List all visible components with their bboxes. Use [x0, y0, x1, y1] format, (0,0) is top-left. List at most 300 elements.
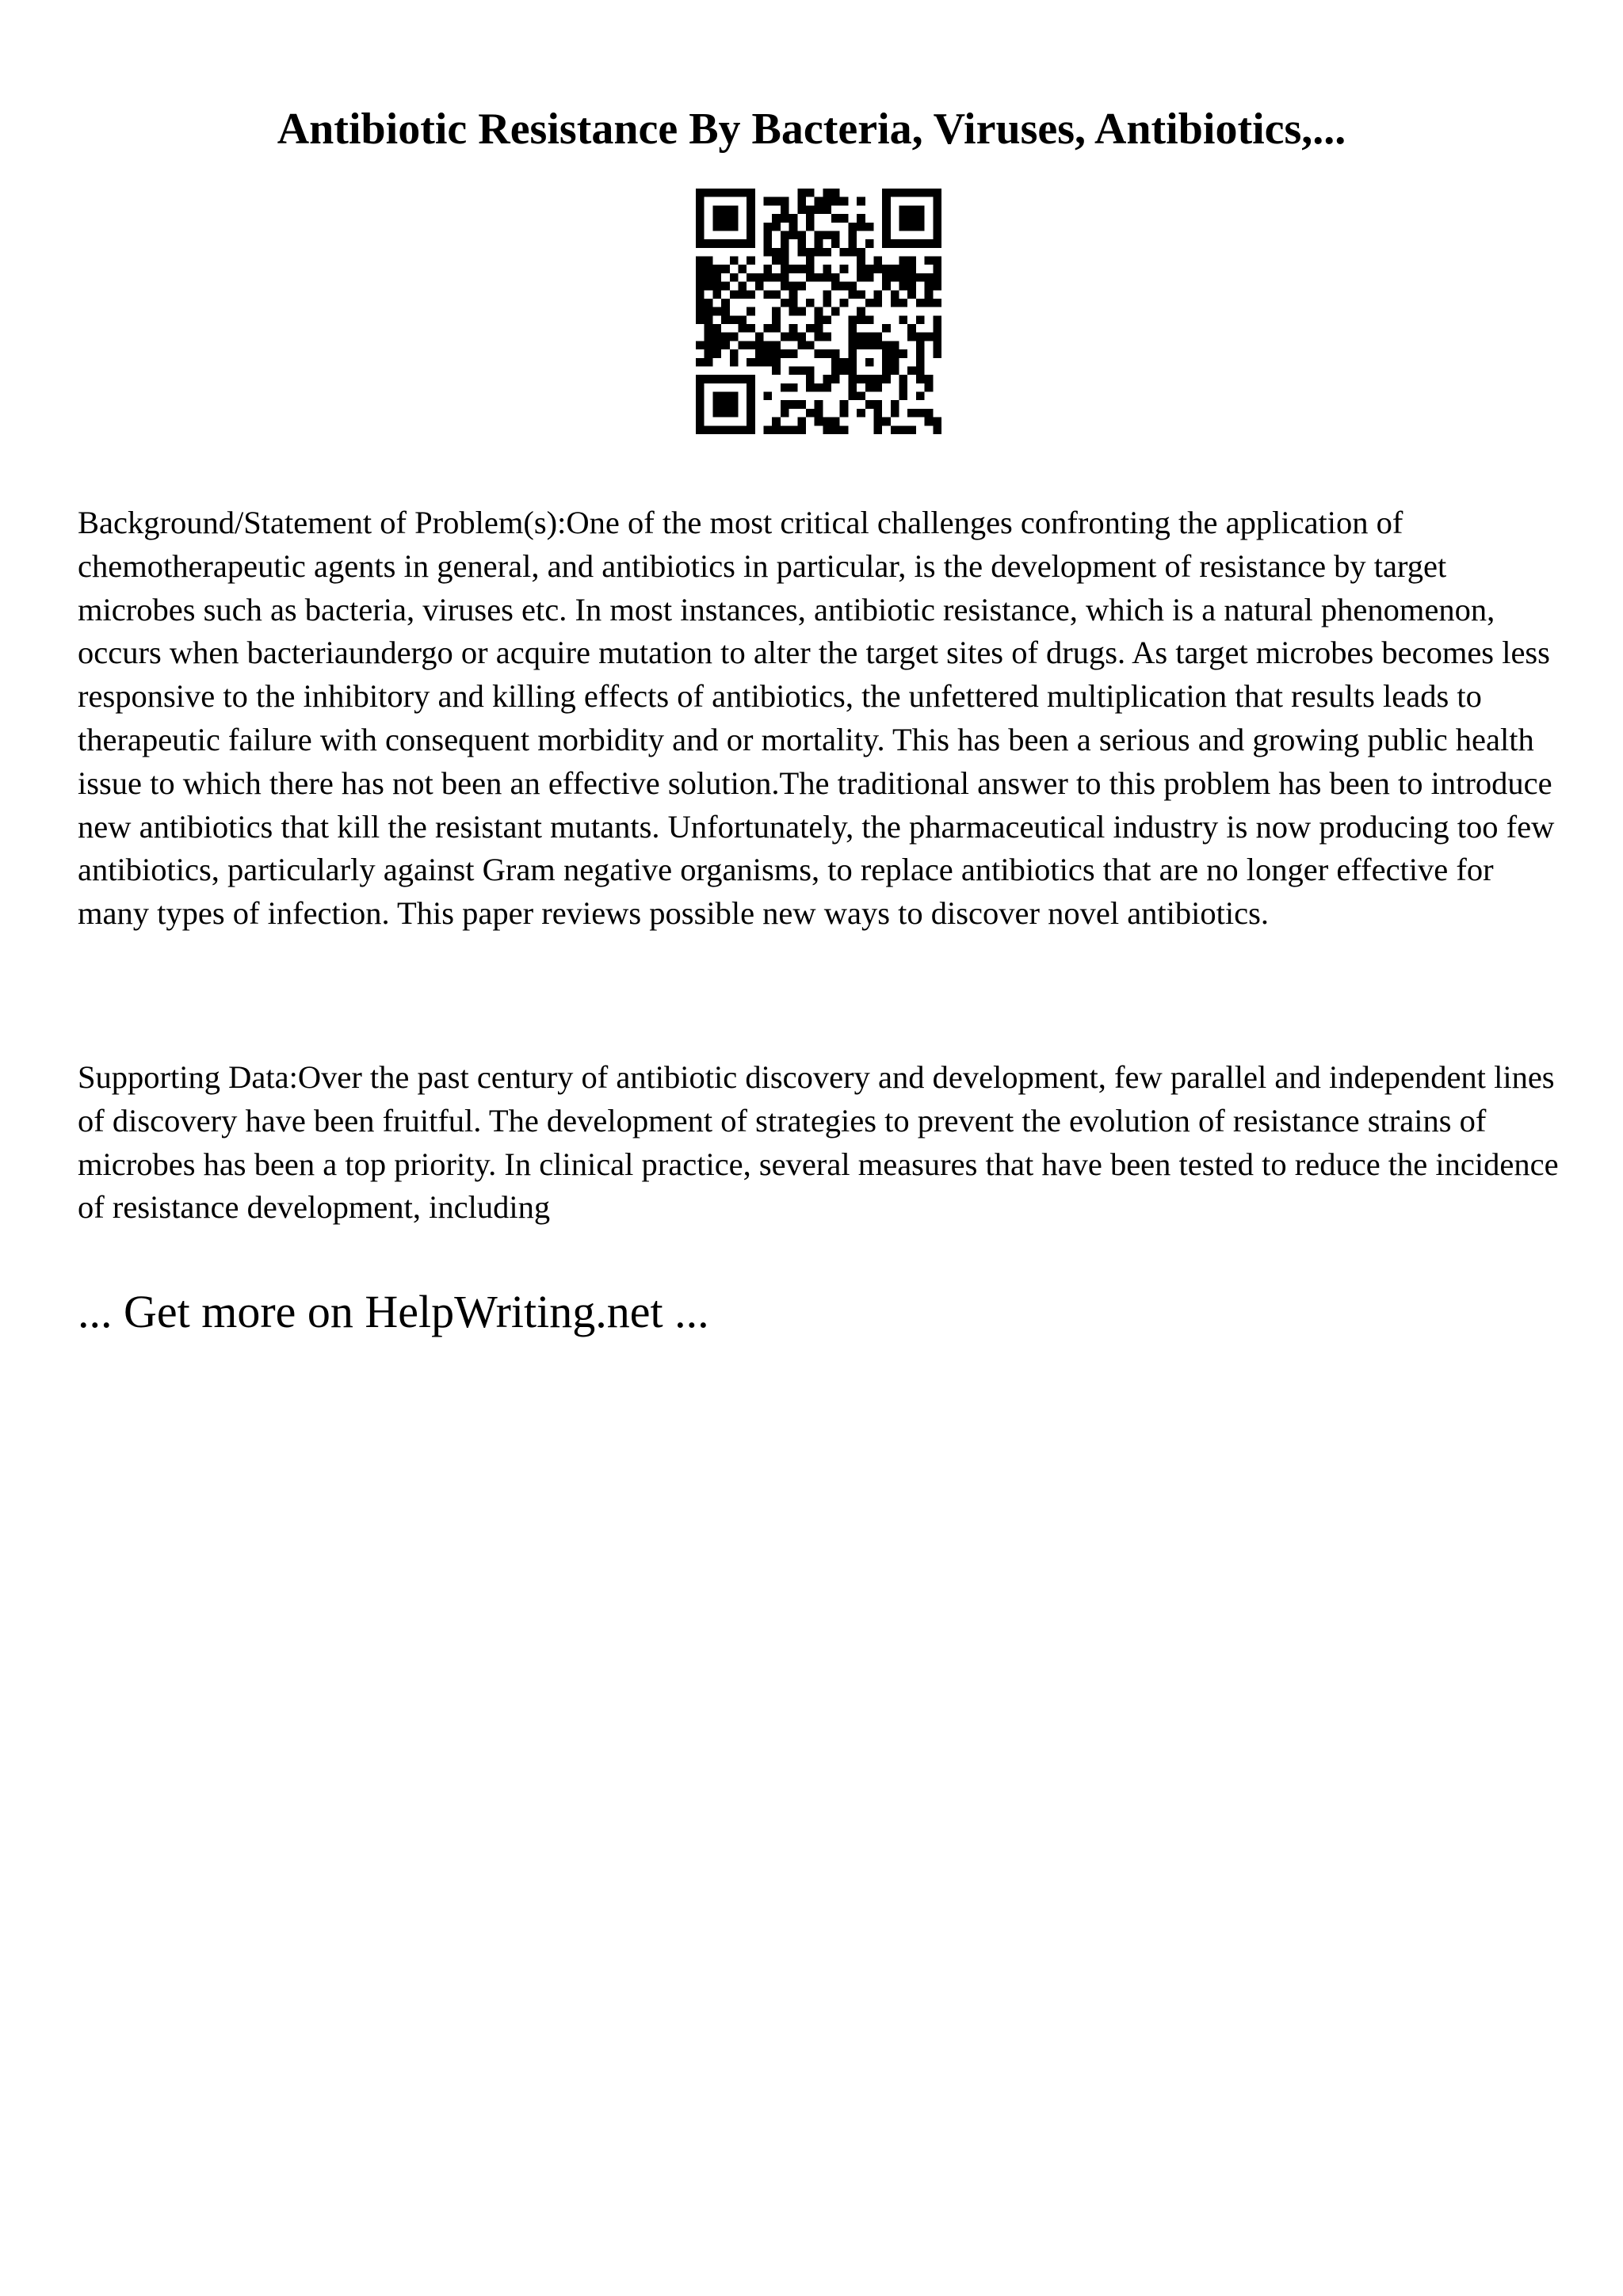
- qr-module: [738, 341, 747, 349]
- qr-module: [840, 299, 849, 307]
- qr-module: [865, 239, 874, 248]
- qr-module: [721, 205, 730, 214]
- qr-module: [747, 231, 755, 239]
- qr-module: [755, 349, 764, 358]
- qr-module: [721, 307, 730, 316]
- qr-module: [721, 189, 730, 197]
- qr-module: [730, 425, 739, 434]
- qr-module: [933, 349, 941, 358]
- qr-module: [789, 307, 798, 316]
- qr-module: [899, 239, 908, 248]
- qr-module: [907, 189, 916, 197]
- qr-module: [865, 273, 874, 282]
- qr-module: [831, 214, 840, 223]
- qr-module: [747, 273, 755, 282]
- qr-module: [933, 205, 941, 214]
- qr-module: [891, 349, 899, 358]
- qr-module: [721, 409, 730, 418]
- qr-module: [747, 223, 755, 231]
- qr-module: [831, 366, 840, 375]
- qr-module: [891, 425, 899, 434]
- qr-module: [789, 231, 798, 239]
- qr-module: [764, 273, 773, 282]
- qr-module: [764, 425, 773, 434]
- qr-module: [705, 282, 713, 291]
- qr-module: [806, 205, 815, 214]
- qr-module: [899, 223, 908, 231]
- qr-module: [806, 409, 815, 418]
- qr-module: [899, 392, 908, 401]
- qr-module: [738, 425, 747, 434]
- qr-module: [933, 324, 941, 333]
- qr-module: [857, 248, 865, 257]
- qr-module: [712, 333, 721, 341]
- qr-module: [696, 265, 705, 273]
- qr-module: [840, 197, 849, 206]
- qr-module: [764, 239, 773, 248]
- qr-module: [797, 418, 806, 426]
- qr-module: [815, 307, 823, 316]
- qr-module: [815, 248, 823, 257]
- qr-module: [823, 349, 831, 358]
- supporting-data-paragraph: Supporting Data:Over the past century of antibiotic discovery and development, few parallel and independent lines of discovery have been fruitful. The development of strategies to prevent the evolution of resistance strains of microbes has been a top priority. In clinical practice, several measures that have been tested to reduce the incidence of resistance development, including: [78, 1059, 1559, 1226]
- qr-module: [730, 392, 739, 401]
- qr-module: [865, 299, 874, 307]
- qr-module: [848, 341, 857, 349]
- qr-module: [857, 375, 865, 383]
- qr-module: [764, 223, 773, 231]
- qr-module: [857, 265, 865, 273]
- qr-module: [730, 257, 739, 265]
- qr-module: [730, 239, 739, 248]
- qr-module: [882, 214, 891, 223]
- qr-module: [831, 231, 840, 239]
- qr-module: [857, 290, 865, 299]
- qr-module: [815, 197, 823, 206]
- qr-module: [823, 290, 831, 299]
- qr-module: [696, 189, 705, 197]
- qr-module: [882, 282, 891, 291]
- qr-module: [907, 425, 916, 434]
- qr-module: [806, 366, 815, 375]
- qr-module: [882, 273, 891, 282]
- qr-module: [705, 375, 713, 383]
- qr-module: [712, 375, 721, 383]
- qr-module: [781, 265, 789, 273]
- qr-module: [781, 409, 789, 418]
- qr-module: [815, 231, 823, 239]
- qr-module: [781, 299, 789, 307]
- qr-module: [772, 418, 781, 426]
- qr-module: [891, 239, 899, 248]
- qr-module: [764, 197, 773, 206]
- qr-module: [806, 257, 815, 265]
- qr-module: [797, 282, 806, 291]
- qr-module: [806, 383, 815, 392]
- qr-module: [789, 223, 798, 231]
- qr-module: [712, 273, 721, 282]
- qr-module: [815, 273, 823, 282]
- qr-module: [848, 290, 857, 299]
- qr-code-icon[interactable]: [696, 189, 941, 434]
- qr-module: [873, 341, 882, 349]
- qr-module: [764, 265, 773, 273]
- qr-module: [907, 214, 916, 223]
- qr-module: [873, 425, 882, 434]
- qr-module: [916, 273, 925, 282]
- qr-module: [738, 324, 747, 333]
- qr-module: [933, 282, 941, 291]
- qr-module: [755, 273, 764, 282]
- qr-module: [730, 358, 739, 367]
- qr-module: [781, 282, 789, 291]
- qr-module: [925, 299, 934, 307]
- qr-module: [721, 315, 730, 324]
- qr-module: [823, 189, 831, 197]
- qr-module: [916, 214, 925, 223]
- qr-module: [848, 231, 857, 239]
- qr-module: [730, 205, 739, 214]
- qr-module: [907, 366, 916, 375]
- qr-module: [848, 333, 857, 341]
- qr-module: [848, 248, 857, 257]
- qr-module: [696, 425, 705, 434]
- qr-module: [815, 239, 823, 248]
- qr-module: [823, 425, 831, 434]
- qr-module: [806, 265, 815, 273]
- qr-module: [848, 349, 857, 358]
- qr-module: [933, 257, 941, 265]
- qr-module: [815, 383, 823, 392]
- qr-module: [865, 358, 874, 367]
- qr-module: [891, 189, 899, 197]
- qr-module: [815, 333, 823, 341]
- qr-module: [907, 333, 916, 341]
- qr-module: [899, 383, 908, 392]
- qr-module: [696, 239, 705, 248]
- qr-module: [721, 375, 730, 383]
- qr-module: [712, 290, 721, 299]
- qr-module: [925, 418, 934, 426]
- qr-module: [823, 299, 831, 307]
- qr-module: [815, 400, 823, 409]
- qr-module: [705, 333, 713, 341]
- qr-module: [925, 239, 934, 248]
- qr-module: [696, 418, 705, 426]
- qr-module: [916, 333, 925, 341]
- qr-module: [747, 400, 755, 409]
- qr-module: [738, 282, 747, 291]
- qr-module: [772, 214, 781, 223]
- qr-module: [882, 239, 891, 248]
- qr-module: [865, 375, 874, 383]
- qr-module: [882, 358, 891, 367]
- qr-module: [696, 290, 705, 299]
- qr-module: [789, 290, 798, 299]
- qr-module: [696, 197, 705, 206]
- qr-module: [933, 341, 941, 349]
- qr-module: [916, 299, 925, 307]
- qr-module: [705, 307, 713, 316]
- qr-module: [747, 214, 755, 223]
- qr-module: [806, 248, 815, 257]
- qr-module: [747, 375, 755, 383]
- qr-module: [696, 315, 705, 324]
- qr-module: [840, 248, 849, 257]
- qr-module: [712, 214, 721, 223]
- qr-module: [823, 418, 831, 426]
- qr-module: [772, 248, 781, 257]
- qr-module: [848, 315, 857, 324]
- qr-module: [781, 248, 789, 257]
- qr-module: [848, 282, 857, 291]
- qr-module: [823, 205, 831, 214]
- qr-module: [815, 205, 823, 214]
- qr-module: [891, 290, 899, 299]
- qr-module: [831, 282, 840, 291]
- qr-module: [747, 392, 755, 401]
- qr-module: [772, 307, 781, 316]
- qr-module: [747, 409, 755, 418]
- qr-module: [789, 324, 798, 333]
- qr-module: [797, 239, 806, 248]
- qr-module: [891, 400, 899, 409]
- qr-module: [730, 400, 739, 409]
- qr-module: [848, 324, 857, 333]
- qr-module: [823, 273, 831, 282]
- qr-module: [712, 265, 721, 273]
- qr-module: [865, 265, 874, 273]
- qr-module: [747, 205, 755, 214]
- qr-module: [772, 358, 781, 367]
- qr-module: [712, 282, 721, 291]
- qr-module: [873, 375, 882, 383]
- qr-module: [806, 375, 815, 383]
- qr-module: [933, 239, 941, 248]
- qr-module: [899, 349, 908, 358]
- qr-module: [789, 265, 798, 273]
- qr-module: [899, 273, 908, 282]
- qr-module: [712, 425, 721, 434]
- qr-module: [823, 315, 831, 324]
- qr-module: [712, 223, 721, 231]
- qr-module: [764, 358, 773, 367]
- qr-module: [823, 248, 831, 257]
- background-paragraph: Background/Statement of Problem(s):One of the most critical challenges confronting the application of chemotherapeutic agents in general, and antibiotics in particular, is the development of resistance by target microbes such as bacteria, viruses etc. In most instances, antibiotic resistance, which is a natural phenomenon, occurs when bacteriaundergo or acquire mutation to alter the target sites of drugs. As target microbes becomes less responsive to the inhibitory and killing effects of antibiotics, the unfettered multiplication that results leads to therapeutic failure with consequent morbidity and or mortality. This has been a serious and growing public health issue to which there has not been an effective solution.The traditional answer to this problem has been to introduce new antibiotics that kill the resistant mutants. Unfortunately, the pharmaceutical industry is now producing too few antibiotics, particularly against Gram negative organisms, to replace antibiotics that are no longer effective for many types of infection. This paper reviews possible new ways to discover novel antibiotics.: [78, 505, 1555, 932]
- qr-module: [696, 341, 705, 349]
- qr-module: [781, 333, 789, 341]
- qr-module: [721, 400, 730, 409]
- qr-module: [933, 197, 941, 206]
- qr-module: [764, 231, 773, 239]
- qr-module: [705, 315, 713, 324]
- qr-module: [738, 290, 747, 299]
- qr-module: [738, 239, 747, 248]
- qr-module: [781, 273, 789, 282]
- qr-module: [933, 214, 941, 223]
- qr-module: [831, 273, 840, 282]
- qr-module: [873, 383, 882, 392]
- qr-module: [772, 273, 781, 282]
- qr-module: [738, 189, 747, 197]
- qr-module: [781, 214, 789, 223]
- qr-module: [916, 358, 925, 367]
- qr-module: [823, 383, 831, 392]
- qr-module: [789, 383, 798, 392]
- qr-module: [831, 349, 840, 358]
- qr-module: [747, 189, 755, 197]
- qr-module: [865, 333, 874, 341]
- qr-module: [789, 366, 798, 375]
- qr-module: [907, 257, 916, 265]
- qr-module: [797, 205, 806, 214]
- qr-module: [772, 290, 781, 299]
- qr-module: [806, 299, 815, 307]
- qr-module: [705, 358, 713, 367]
- qr-module: [747, 307, 755, 316]
- qr-module: [916, 349, 925, 358]
- qr-module: [705, 349, 713, 358]
- qr-module: [696, 358, 705, 367]
- qr-module: [882, 205, 891, 214]
- qr-module: [899, 282, 908, 291]
- qr-module: [933, 189, 941, 197]
- qr-module: [933, 333, 941, 341]
- qr-module: [755, 282, 764, 291]
- qr-module: [857, 214, 865, 223]
- qr-module: [747, 418, 755, 426]
- qr-module: [764, 248, 773, 257]
- qr-module: [831, 358, 840, 367]
- qr-module: [705, 257, 713, 265]
- qr-module: [823, 265, 831, 273]
- qr-module: [747, 197, 755, 206]
- qr-module: [857, 392, 865, 401]
- qr-module: [755, 333, 764, 341]
- get-more-link[interactable]: ... Get more on HelpWriting.net ...: [78, 1286, 709, 1337]
- qr-module: [705, 189, 713, 197]
- qr-module: [705, 341, 713, 349]
- qr-module: [891, 366, 899, 375]
- qr-module: [865, 341, 874, 349]
- qr-module: [933, 315, 941, 324]
- qr-module: [857, 341, 865, 349]
- qr-module: [857, 409, 865, 418]
- qr-module: [772, 425, 781, 434]
- qr-module: [696, 257, 705, 265]
- qr-module: [815, 349, 823, 358]
- qr-module: [882, 265, 891, 273]
- qr-module: [738, 375, 747, 383]
- qr-module: [764, 392, 773, 401]
- qr-module: [789, 349, 798, 358]
- qr-module: [705, 273, 713, 282]
- qr-module: [899, 205, 908, 214]
- qr-module: [712, 392, 721, 401]
- document-title: Antibiotic Resistance By Bacteria, Viruses, Antibiotics,...: [277, 105, 1346, 154]
- qr-module: [772, 324, 781, 333]
- qr-module: [797, 231, 806, 239]
- qr-module: [730, 290, 739, 299]
- qr-module: [696, 409, 705, 418]
- qr-module: [730, 375, 739, 383]
- qr-module: [925, 273, 934, 282]
- qr-module: [781, 383, 789, 392]
- qr-module: [882, 366, 891, 375]
- qr-module: [772, 197, 781, 206]
- qr-module: [848, 358, 857, 367]
- qr-module: [738, 265, 747, 273]
- qr-module: [916, 223, 925, 231]
- qr-module: [747, 290, 755, 299]
- qr-module: [907, 205, 916, 214]
- qr-module: [696, 299, 705, 307]
- qr-module: [705, 425, 713, 434]
- qr-module: [764, 349, 773, 358]
- qr-module: [882, 231, 891, 239]
- qr-module: [797, 189, 806, 197]
- qr-module: [696, 214, 705, 223]
- qr-module: [721, 341, 730, 349]
- qr-module: [933, 265, 941, 273]
- qr-module: [891, 273, 899, 282]
- qr-module: [712, 400, 721, 409]
- qr-module: [882, 197, 891, 206]
- qr-module: [696, 205, 705, 214]
- qr-module: [747, 358, 755, 367]
- qr-module: [696, 223, 705, 231]
- qr-module: [772, 315, 781, 324]
- qr-module: [747, 341, 755, 349]
- qr-module: [730, 409, 739, 418]
- qr-module: [797, 341, 806, 349]
- qr-module: [899, 425, 908, 434]
- qr-module: [873, 265, 882, 273]
- qr-module: [721, 265, 730, 273]
- qr-module: [873, 290, 882, 299]
- qr-module: [696, 383, 705, 392]
- qr-module: [712, 341, 721, 349]
- qr-module: [755, 358, 764, 367]
- qr-module: [772, 366, 781, 375]
- qr-module: [705, 265, 713, 273]
- qr-module: [823, 333, 831, 341]
- qr-module: [831, 197, 840, 206]
- qr-module: [933, 231, 941, 239]
- qr-module: [882, 349, 891, 358]
- qr-module: [891, 409, 899, 418]
- qr-module: [823, 375, 831, 383]
- qr-module: [764, 341, 773, 349]
- qr-module: [712, 189, 721, 197]
- qr-module: [823, 197, 831, 206]
- qr-module: [916, 341, 925, 349]
- qr-module: [907, 282, 916, 291]
- qr-module: [764, 290, 773, 299]
- qr-module: [873, 333, 882, 341]
- qr-module: [925, 333, 934, 341]
- qr-module: [712, 324, 721, 333]
- qr-module: [857, 223, 865, 231]
- qr-module: [882, 418, 891, 426]
- qr-module: [747, 383, 755, 392]
- qr-module: [857, 333, 865, 341]
- qr-module: [815, 418, 823, 426]
- qr-module: [712, 205, 721, 214]
- qr-module: [916, 392, 925, 401]
- qr-module: [840, 214, 849, 223]
- qr-module: [925, 375, 934, 383]
